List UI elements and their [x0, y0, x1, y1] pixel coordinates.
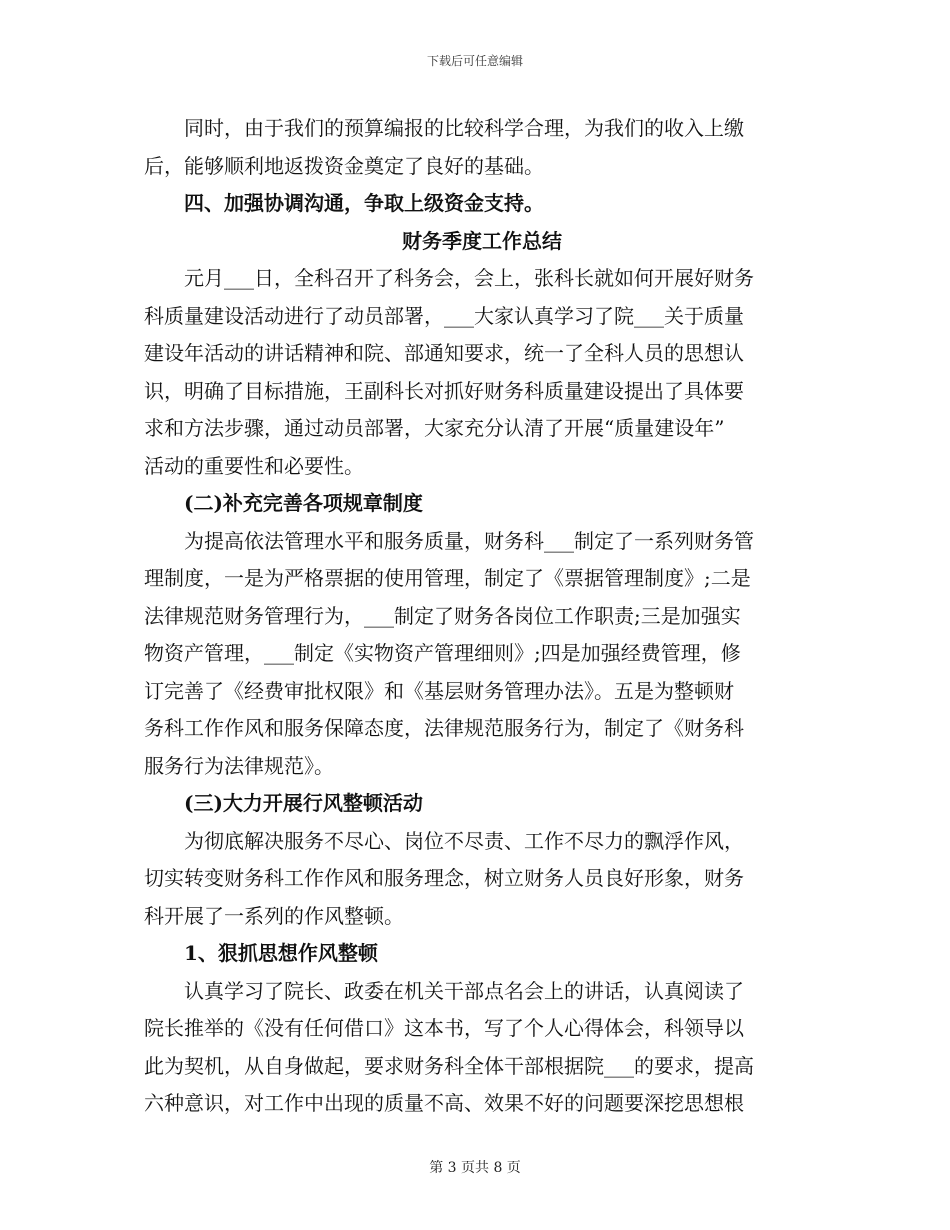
paragraph-line: 为彻底解决服务不尽心、岗位不尽责、工作不尽力的飘浮作风，	[184, 828, 744, 853]
paragraph-line: 建设年活动的讲话精神和院、部通知要求，统一了全科人员的思想认	[144, 341, 744, 365]
paragraph-line: 务科工作作风和服务保障态度，法律规范服务行为，制定了《财务科	[144, 716, 744, 740]
paragraph-line: 科开展了一系列的作风整顿。	[144, 903, 404, 928]
section-heading: (三)大力开展行风整顿活动	[184, 791, 423, 815]
section-heading: 四、加强协调沟通，争取上级资金支持。	[184, 191, 544, 215]
page-footer: 第 3 页共 8 页	[429, 1160, 521, 1176]
section-heading: 1、狠抓思想作风整顿	[184, 941, 378, 965]
paragraph-line: 同时，由于我们的预算编报的比较科学合理，为我们的收入上缴	[184, 116, 744, 140]
paragraph-line: 服务行为法律规范》。	[144, 753, 334, 778]
paragraph-line: 物资产管理，___制定《实物资产管理细则》;四是加强经费管理，修	[144, 641, 741, 665]
section-heading: (二)补充完善各项规章制度	[184, 491, 423, 515]
paragraph-line: 六种意识，对工作中出现的质量不高、效果不好的问题要深挖思想根	[144, 1091, 744, 1115]
paragraph-line: 切实转变财务科工作作风和服务理念，树立财务人员良好形象，财务	[144, 866, 744, 890]
document-body	[144, 110, 804, 1123]
paragraph-line: 订完善了《经费审批权限》和《基层财务管理办法》。五是为整顿财	[144, 678, 734, 703]
paragraph-line: 元月___日，全科召开了科务会，会上，张科长就如何开展好财务	[184, 266, 754, 290]
paragraph-line: 科质量建设活动进行了动员部署，___大家认真学习了院___关于质量	[144, 303, 744, 328]
paragraph-line: 此为契机，从自身做起，要求财务科全体干部根据院___的要求，提高	[144, 1053, 754, 1078]
paragraph-line: 求和方法步骤，通过动员部署，大家充分认清了开展“质量建设年”	[144, 416, 725, 440]
paragraph-line: 活动的重要性和必要性。	[144, 453, 364, 478]
paragraph-line: 理制度，一是为严格票据的使用管理，制定了《票据管理制度》;二是	[144, 566, 751, 590]
paragraph-line: 后，能够顺利地返拨资金奠定了良好的基础。	[144, 153, 544, 178]
paragraph-line: 法律规范财务管理行为，___制定了财务各岗位工作职责;三是加强实	[144, 603, 741, 628]
paragraph-line: 认真学习了院长、政委在机关干部点名会上的讲话，认真阅读了	[184, 978, 744, 1003]
paragraph-line: 识，明确了目标措施，王副科长对抓好财务科质量建设提出了具体要	[144, 378, 744, 403]
document-title: 财务季度工作总结	[402, 228, 562, 253]
paragraph-line: 为提高依法管理水平和服务质量，财务科___制定了一系列财务管	[184, 528, 754, 553]
paragraph-line: 院长推举的《没有任何借口》这本书，写了个人心得体会，科领导以	[144, 1016, 744, 1040]
page-header: 下载后可任意编辑	[426, 54, 523, 68]
